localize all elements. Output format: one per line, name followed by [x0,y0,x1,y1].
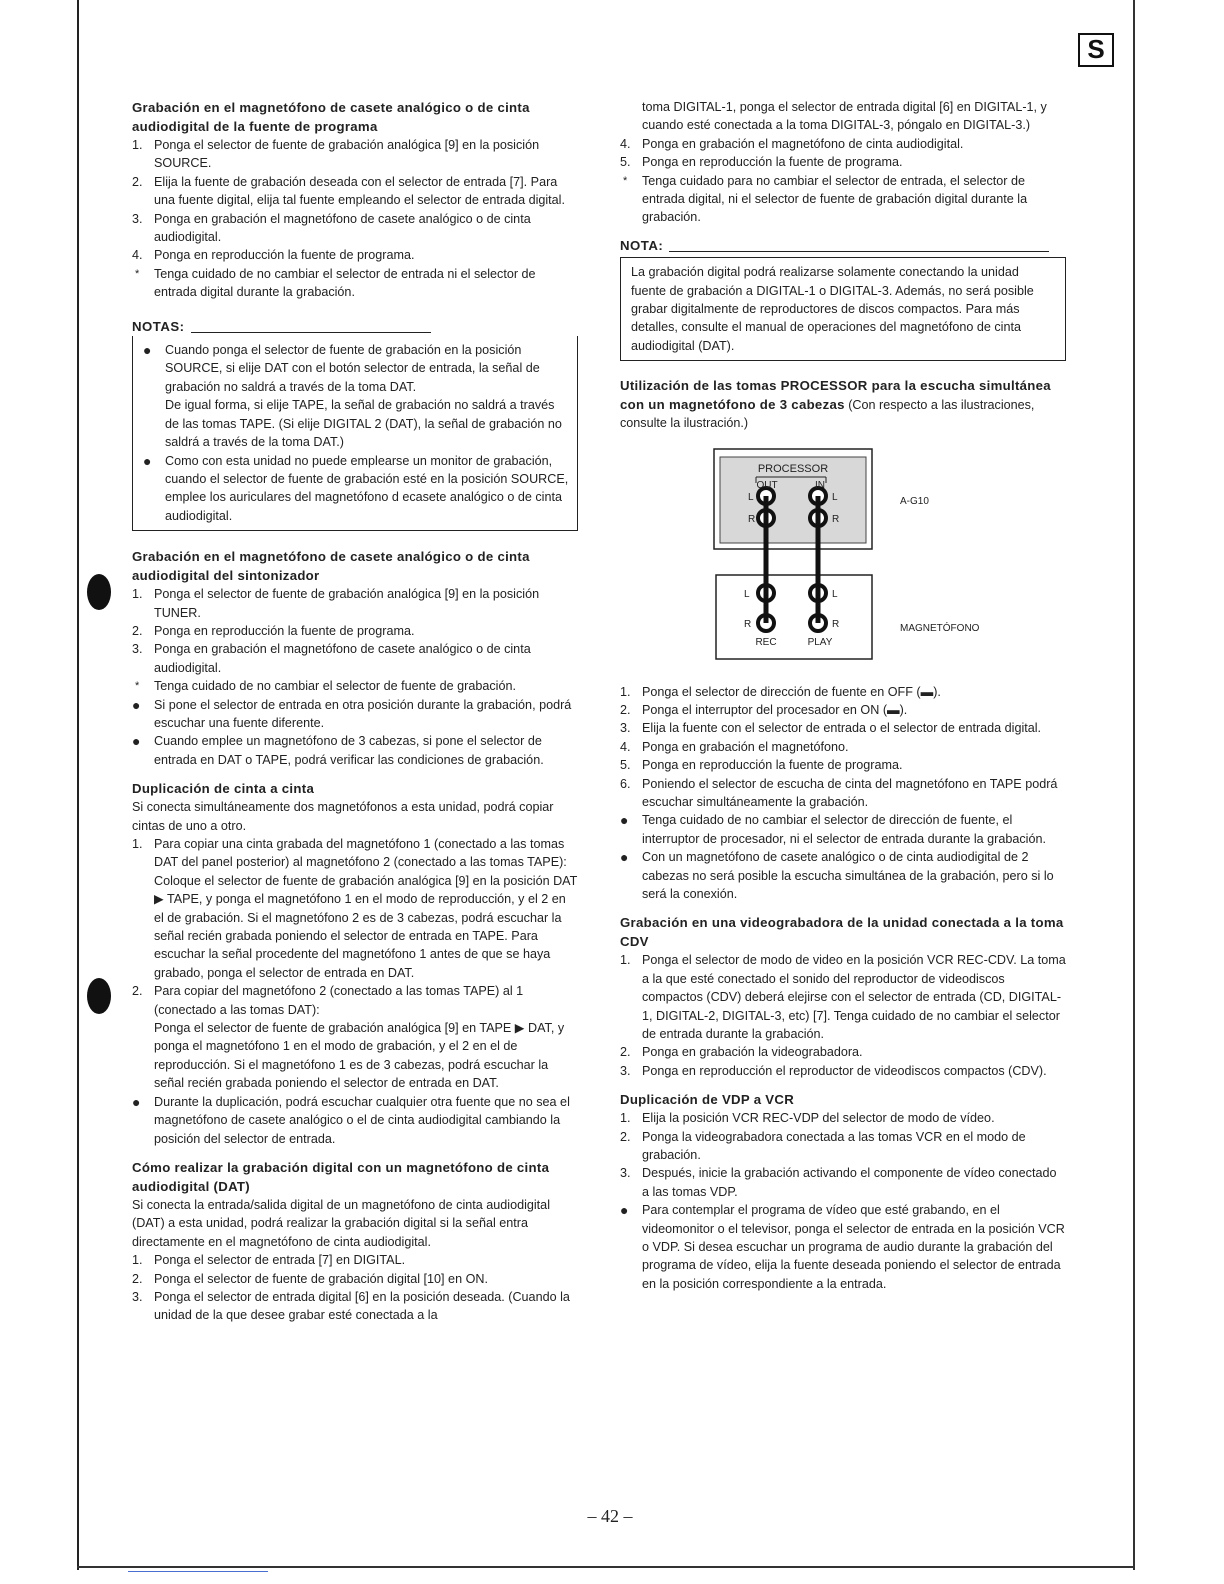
list-item: ● Cuando emplee un magnetófono de 3 cabezas, si pone el selector de entrada en DAT o TAPE, podrá verificar las condiciones de grabación. [132,733,544,767]
label-l: L [832,588,838,600]
right-column [620,98,1066,1293]
page-edge-left [77,0,79,1570]
list-item: * Tenga cuidado de no cambiar el selector de entrada ni el selector de entrada digital durante la grabación. [135,266,536,300]
list-item: 1. Para copiar una cinta grabada del magnetófono 1 (conectado a las tomas DAT del panel posterior) al magnetófono 2 (conectado a las tomas TAPE): [132,837,567,870]
page-edge-bottom [77,1566,1135,1568]
list-item: 3. Ponga en grabación el magnetófono de casete analógico o de cinta audiodigital. [132,211,531,245]
list-item: ● Con un magnetófono de casete analógico o de cinta audiodigital de 2 cabezas no será posible la escucha simultánea de la grabación, pero si lo será la conexión. [620,849,1054,901]
list-item-continuation: toma DIGITAL-1, ponga el selector de entrada digital [6] en DIGITAL-1, y cuando esté conectada a la toma DIGITAL-3, póngalo en DIGITAL-3.) [642,100,1047,133]
list-item: 4. Ponga en grabación el magnetófono. [620,739,849,754]
page-number: – 42 – [587,1506,633,1526]
section-title: Grabación en el magnetófono de casete analógico o de cinta audiodigital de la fuente de programa [132,100,530,134]
bottom-link-line [128,1571,268,1572]
recorder-label: MAGNETÓFONO [900,622,980,634]
list [132,585,578,769]
note-heading: NOTA: [620,237,1066,255]
label-l: L [832,491,838,503]
note-text: La grabación digital podrá realizarse solamente conectando la unidad fuente de grabación a DIGITAL-1 o DIGITAL-3. Además, no será posible grabar digitalmente de reproductores de discos compactos. Para más detalles, consulte el manual de operaciones del magnetófono de cinta audiodigital (DAT). [631,265,1034,353]
section-title: Duplicación de VDP a VCR [620,1092,795,1108]
section-title: Utilización de las tomas PROCESSOR para la escucha simultánea con un magnetófono de 3 cabezas [620,378,1051,412]
label-r: R [832,513,840,525]
list-item: 1. Ponga el selector de dirección de fuente en OFF (▬). [620,684,941,699]
list-item-continuation: De igual forma, si elije TAPE, la señal de grabación no saldrá a través de las tomas TAPE. (Si elije DIGITAL 2 (DAT), la señal de grabación no saldrá a través de la toma DAT.) [165,398,562,450]
list-item: 3. Ponga en grabación el magnetófono de casete analógico o de cinta audiodigital. [132,642,531,675]
list-item: 2. Ponga en reproducción la fuente de programa. [132,623,415,638]
processor-connection-diagram [620,443,1066,673]
note-box [620,257,1066,361]
punch-hole-bottom [87,978,111,1014]
list-item-continuation: Coloque el selector de fuente de grabación analógica [9] en la posición DAT ▶ TAPE, y ponga el magnetófono 1 en el modo de reproducción, y el 2 en el de grabación. Si el magnetófono 2 es de 3 cabezas, podrá escuchar la señal recién grabada poniendo el selector de entrada en TAPE. Para escuchar la señal procedente del magnetófono 1 antes de que se haya grabado, ponga el selector de entrada en DAT. [154,873,578,980]
section-title: Cómo realizar la grabación digital con un magnetófono de cinta audiodigital (DAT) [132,1159,550,1194]
rec-label: REC [755,636,777,648]
list-item: ● Tenga cuidado de no cambiar el selector de dirección de fuente, el interruptor de procesador, ni el selector de entrada durante la grabación. [620,812,1046,846]
label-l: L [744,588,750,600]
play-label: PLAY [807,636,833,648]
label-r: R [748,513,756,525]
section-title: Grabación en el magnetófono de casete analógico o de cinta audiodigital del sintonizador [132,549,530,584]
list-item: 3. Elija la fuente con el selector de entrada o el selector de entrada digital. [620,721,1042,736]
list-item: 4. Ponga en grabación el magnetófono de cinta audiodigital. [620,136,964,151]
list-item: 2. Ponga el interruptor del procesador en ON (▬). [620,702,908,717]
list-item: 1. Ponga el selector de fuente de grabación analógica [9] en la posición TUNER. [132,587,540,620]
paragraph: Si conecta la entrada/salida digital de un magnetófono de cinta audiodigital (DAT) a esta unidad, podrá realizar la grabación digital si la señal entra directamente en el magnetófono de cinta audiodigital. [132,1197,550,1249]
list-item: 4. Ponga en reproducción la fuente de programa. [132,248,415,263]
list [132,136,578,302]
list-item: 1. Ponga el selector de fuente de grabación analógica [9] en la posición SOURCE. [132,138,540,171]
list-item-continuation: Ponga el selector de fuente de grabación analógica [9] en TAPE ▶ DAT, y ponga el magnetófono 1 en el modo de grabación, y el 2 en el de reproducción. Si el magnetófono 1 es de 3 cabezas, podrá escuchar la señal recién grabada poniendo el selector de entrada en DAT. [154,1021,565,1091]
list-item: 2. Ponga la videograbadora conectada a las tomas VCR en el modo de grabación. [620,1129,1026,1163]
label-l: L [748,491,754,503]
page-edge-right [1133,0,1135,1570]
punch-hole-top [87,574,111,610]
list-item: 3. Ponga el selector de entrada digital [6] en la posición deseada. (Cuando la unidad de la que desee grabar esté conectada a la [132,1289,570,1323]
in-label: IN [815,479,825,491]
list-item: 3. Ponga en reproducción el reproductor de videodiscos compactos (CDV). [620,1063,1047,1078]
recorder-panel [716,575,872,659]
section-heading: Utilización de las tomas PROCESSOR para la escucha simultánea con un magnetófono de 3 cabezas (Con respecto a las ilustraciones, consulte la ilustración.) [620,378,1051,431]
list-item: 2. Elija la fuente de grabación deseada con el selector de entrada [7]. Para una fuente digital, elija tal fuente empleando el selector de entrada digital. [132,174,565,208]
section-title: Grabación en una videograbadora de la unidad conectada a la toma CDV [620,915,1064,950]
list-item: 2. Para copiar del magnetófono 2 (conectado a las tomas TAPE) al 1 (conectado a las tomas DAT): [132,984,524,1017]
list-item: * Tenga cuidado para no cambiar el selector de entrada, el selector de entrada digital, ni el selector de fuente de grabación digital durante la grabación. [623,173,1028,225]
list-item: ● Para contemplar el programa de vídeo que esté grabando, en el videomonitor o el televisor, ponga el selector de entrada en la posición VCR o VDP. Si desea escuchar un programa de audio durante la grabación del programa de vídeo, elija la fuente deseada poniendo el selector de entrada en la posición correspondiente a la entrada. [620,1202,1065,1291]
label-r: R [832,618,840,630]
list-item: 1. Elija la posición VCR REC-VDP del selector de modo de vídeo. [620,1111,995,1126]
language-badge: S [1078,33,1114,67]
paragraph: Si conecta simultáneamente dos magnetófonos a esta unidad, podrá copiar cintas de uno a otro. [132,800,554,833]
diagram-svg [620,443,1066,673]
list-item: ● Como con esta unidad no puede emplearse un monitor de grabación, cuando el selector de fuente de grabación esté en la posición SOURCE, emplee los auriculares del magnetófono d ecasete analógico o de cinta audiodigital. [143,452,569,523]
left-column [132,98,578,1325]
list-item: 5. Ponga en reproducción la fuente de programa. [620,155,903,170]
section-title: Duplicación de cinta a cinta [132,781,315,797]
processor-label: PROCESSOR [757,462,829,475]
list-item: 6. Poniendo el selector de escucha de cinta del magnetófono en TAPE podrá escuchar simultáneamente la grabación. [620,776,1058,809]
list-item: ● Cuando ponga el selector de fuente de grabación en la posición SOURCE, si elije DAT con el botón selector de entrada, la señal de grabación no saldrá a través de la toma DAT. [143,342,540,394]
list-item: 2. Ponga en grabación la videograbadora. [620,1045,863,1060]
out-label: OUT [756,479,778,491]
list-item: 5. Ponga en reproducción la fuente de programa. [620,758,903,773]
label-r: R [744,618,752,630]
list-item: 1. Ponga el selector de entrada [7] en DIGITAL. [132,1253,406,1268]
list-item: * Tenga cuidado de no cambiar el selector de fuente de grabación. [135,679,516,694]
list-item: 1. Ponga el selector de modo de video en la posición VCR REC-CDV. La toma a la que esté conectado el sonido del reproductor de videodiscos compactos (CDV) deberá elejirse con el selector de entrada (CD, DIGITAL-1, DIGITAL-2, DIGITAL-3, etc) [7]. Tenga cuidado de no cambiar el selector de entrada durante la grabación. [620,953,1066,1041]
list-item: ● Durante la duplicación, podrá escuchar cualquier otra fuente que no sea el magnetófono de casete analógico o el de cinta audiodigital cambiando la posición del selector de entrada. [132,1093,570,1146]
list-item: ● Si pone el selector de entrada en otra posición durante la grabación, podrá escuchar una fuente diferente. [132,696,572,730]
list-item: 3. Después, inicie la grabación activando el componente de vídeo conectado a las tomas VDP. [620,1166,1057,1199]
notes-heading: NOTAS: [132,318,578,336]
list-item: 2. Ponga el selector de fuente de grabación digital [10] en ON. [132,1271,488,1286]
unit-label: A-G10 [900,495,929,507]
notes-box [132,336,578,531]
